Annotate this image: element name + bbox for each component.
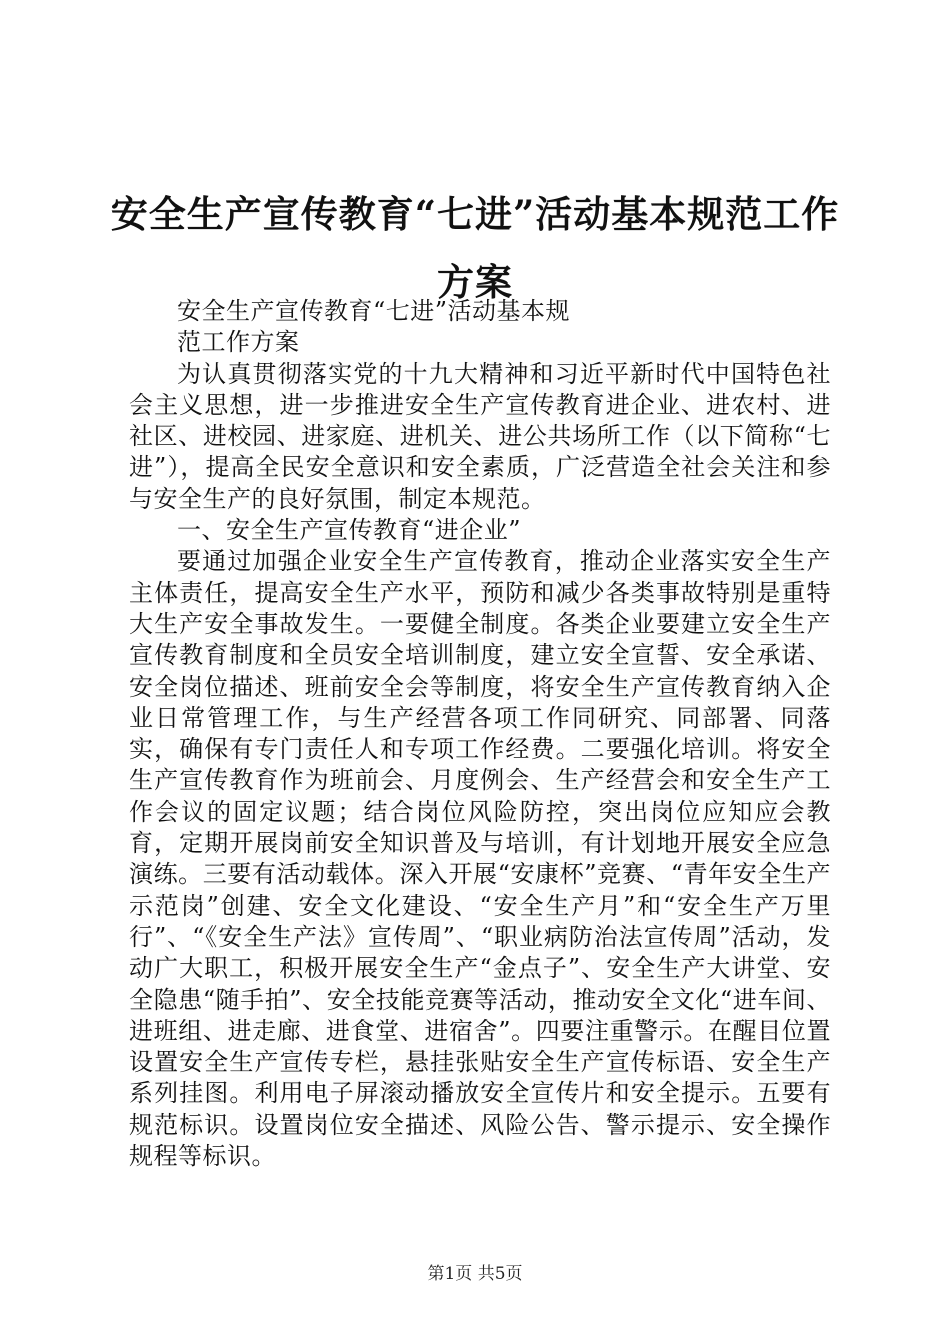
- section-heading: 一、安全生产宣传教育“进企业”: [177, 516, 522, 545]
- document-title: 安全生产宣传教育“七进”活动基本规范工作方案: [110, 192, 840, 304]
- document-body: [129, 296, 831, 1172]
- subtitle-line-2: 范工作方案: [177, 328, 300, 357]
- section-paragraph: 要通过加强企业安全生产宣传教育，推动企业落实安全生产主体责任，提高安全生产水平，预防和减少各类事故特别是重特大生产安全事故发生。一要健全制度。各类企业要建立安全生产宣传教育制度和全员安全培训制度，建立安全宣誓、安全承诺、安全岗位描述、班前安全会等制度，将安全生产宣传教育纳入企业日常管理工作，与生产经营各项工作同研究、同部署、同落实，确保有专门责任人和专项工作经费。二要强化培训。将安全生产宣传教育作为班前会、月度例会、生产经营会和安全生产工作会议的固定议题；结合岗位风险防控，突出岗位应知应会教育，定期开展岗前安全知识普及与培训，有计划地开展安全应急演练。三要有活动载体。深入开展“安康杯”竞赛、“青年安全生产示范岗”创建、安全文化建设、“安全生产月”和“安全生产万里行”、“《安全生产法》宣传周”、“职业病防治法宣传周”活动，发动广大职工，积极开展安全生产“金点子”、安全生产大讲堂、安全隐患“随手拍”、安全技能竞赛等活动，推动安全文化“进车间、进班组、进走廊、进食堂、进宿舍”。四要注重警示。在醒目位置设置安全生产宣传专栏，悬挂张贴安全生产宣传标语、安全生产系列挂图。利用电子屏滚动播放安全宣传片和安全提示。五要有规范标识。设置岗位安全描述、风险公告、警示提示、安全操作规程等标识。: [129, 547, 831, 1171]
- subtitle-line-1: 安全生产宣传教育“七进”活动基本规: [177, 297, 571, 325]
- page-number-footer: 第1页 共5页: [427, 1264, 523, 1284]
- intro-paragraph: 为认真贯彻落实党的十九大精神和习近平新时代中国特色社会主义思想，进一步推进安全生产宣传教育进企业、进农村、进社区、进校园、进家庭、进机关、进公共场所工作（以下简称“七进”），提高全民安全意识和安全素质，广泛营造全社会关注和参与安全生产的良好氛围，制定本规范。: [129, 359, 831, 513]
